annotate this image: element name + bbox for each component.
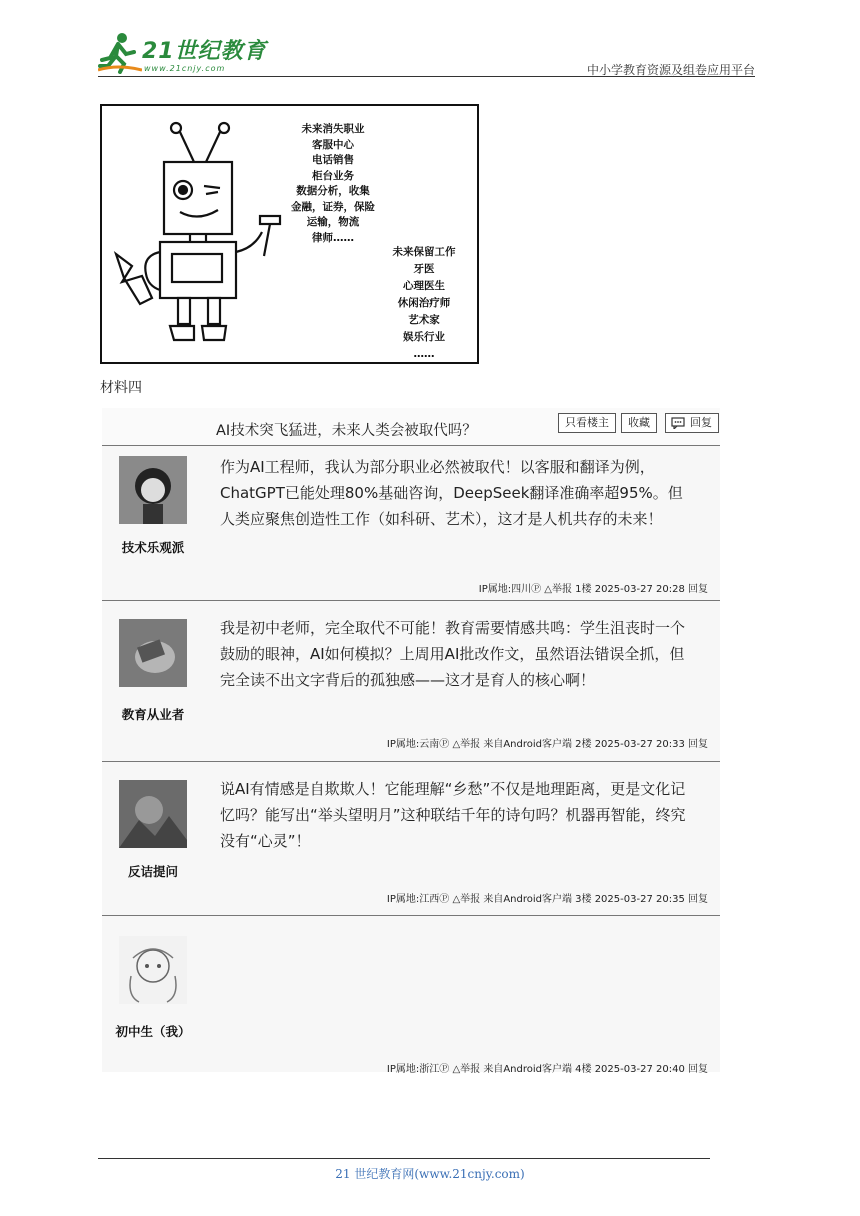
- thread-title: AI技术突飞猛进，未来人类会被取代吗？: [216, 423, 477, 439]
- header-divider: [98, 76, 755, 77]
- material-label: 材料四: [100, 380, 142, 396]
- post-text: 作为AI工程师，我认为部分职业必然被取代！以客服和翻译为例，ChatGPT已能处理80%基础咨询，DeepSeek翻译准确率超95%。但人类应聚焦创造性工作（如科研、艺术），这才是人机共存的未来！: [220, 458, 683, 528]
- logo-url: www.21cnjy.com: [144, 64, 226, 73]
- comment-icon: [671, 417, 685, 429]
- post-meta: IP属地:云南Ⓟ △举报 来自Android客户端 2楼 2025-03-27 20:33 回复: [386, 739, 708, 750]
- post-3: [102, 762, 720, 914]
- username[interactable]: 反诘提问: [127, 864, 178, 879]
- avatar[interactable]: [119, 456, 187, 524]
- post-text: 我是初中老师，完全取代不可能！教育需要情感共鸣：学生沮丧时一个鼓励的眼神，AI如何模拟？上周用AI批改作文，虽然语法错误全抓，但完全读不出文字背后的孤独感——这才是育人的核心啊！: [220, 619, 686, 689]
- disappearing-jobs-list: 未来消失职业 客服中心 电话销售 柜台业务 数据分析，收集 金融，证券，保险 运输，物流 律师……: [291, 123, 375, 244]
- remaining-jobs-list: 未来保留工作 牙医 心理医生 休闲治疗师 艺术家 娱乐行业 ……: [392, 246, 456, 360]
- username[interactable]: 初中生（我）: [115, 1024, 191, 1039]
- runner-logo-icon: [98, 30, 142, 74]
- post-1: [102, 446, 720, 600]
- post-meta: IP属地:江西Ⓟ △举报 来自Android客户端 3楼 2025-03-27 20:35 回复: [386, 894, 708, 905]
- site-logo[interactable]: [98, 30, 268, 76]
- robot-cartoon: [100, 104, 479, 364]
- photo-avatar-icon: [119, 619, 187, 687]
- post-4: [102, 916, 720, 1075]
- platform-name: 中小学教育资源及组卷应用平台: [586, 63, 755, 77]
- logo-text: 21世纪教育: [142, 39, 267, 64]
- post-2: [102, 601, 720, 761]
- sketch-avatar-icon: [119, 936, 187, 1004]
- anime-avatar-icon: [119, 456, 187, 524]
- only-op-button[interactable]: 只看楼主: [558, 413, 616, 433]
- username[interactable]: 教育从业者: [121, 707, 185, 722]
- avatar[interactable]: [119, 936, 187, 1004]
- footer-divider: [98, 1158, 710, 1159]
- post-meta: IP属地:四川Ⓟ △举报 1楼 2025-03-27 20:28 回复: [478, 584, 708, 595]
- avatar[interactable]: [119, 780, 187, 848]
- thread-title-bar: [102, 408, 720, 446]
- reply-button[interactable]: 回复: [665, 413, 719, 433]
- page-header: [98, 30, 755, 78]
- post-text: 说AI有情感是自欺欺人！它能理解“乡愁”不仅是地理距离，更是文化记忆吗？能写出“举头望明月”这种联结千年的诗句吗？机器再智能，终究没有“心灵”！: [220, 780, 686, 850]
- favorite-button[interactable]: 收藏: [621, 413, 657, 433]
- forum-thread: [102, 408, 720, 1075]
- painting-avatar-icon: [119, 780, 187, 848]
- post-meta: IP属地:浙江Ⓟ △举报 来自Android客户端 4楼 2025-03-27 20:40 回复: [386, 1064, 708, 1075]
- username[interactable]: 技术乐观派: [121, 540, 185, 555]
- footer-link[interactable]: 21 世纪教育网(www.21cnjy.com): [335, 1167, 525, 1181]
- avatar[interactable]: [119, 619, 187, 687]
